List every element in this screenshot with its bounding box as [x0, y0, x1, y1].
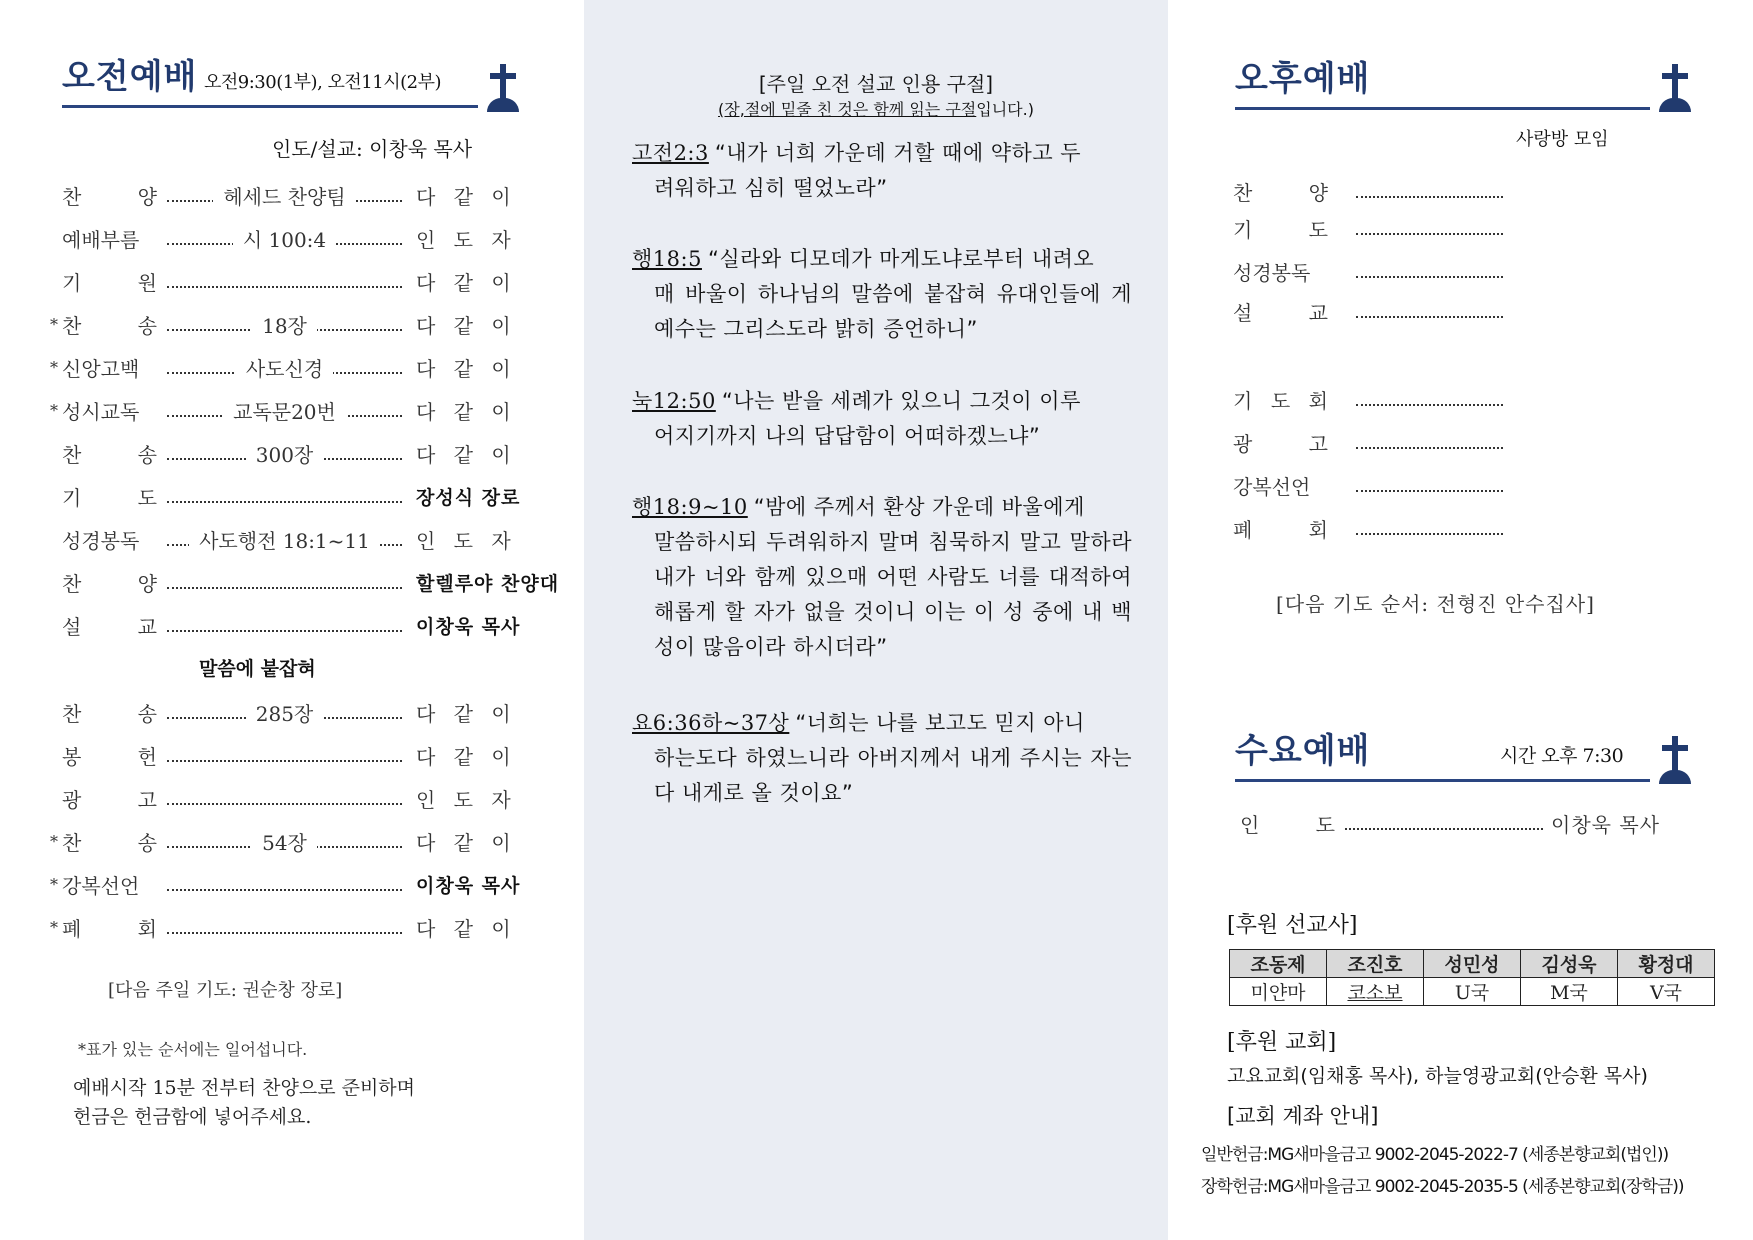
row-participant: 인 도 자: [416, 787, 517, 812]
afternoon-next-prayer: [다음 기도 순서: 전형진 안수집사]: [1276, 592, 1595, 616]
dot-leader: [167, 783, 402, 813]
label-part: 예배부름: [62, 227, 140, 252]
label-part: 찬: [62, 184, 82, 209]
cross-icon: [1659, 64, 1691, 112]
dot-leader: [167, 352, 402, 382]
label-part: 송: [137, 701, 157, 726]
wednesday-leader-row: [1240, 808, 1660, 838]
row-label: [62, 568, 157, 597]
verse-text: “실라와 디모데가 마게도냐로부터 내려오: [707, 247, 1095, 271]
verse-reference: 요6:36하~37상: [632, 711, 790, 735]
verse-block: [632, 706, 1132, 811]
morning-worship-panel: [0, 0, 584, 1240]
morning-worship-times: 오전9:30(1부), 오전11시(2부): [204, 72, 441, 93]
dot-leader: [167, 180, 402, 210]
row-label: 인 도: [1240, 812, 1335, 837]
missionary-names-row: [1230, 950, 1715, 978]
missionary-name: 성민성: [1424, 950, 1521, 978]
label-part: 신앙고백: [62, 356, 140, 381]
row-label: [62, 870, 157, 899]
wednesday-worship-header: [1235, 722, 1695, 782]
morning-worship-title: 오전예배: [62, 57, 198, 97]
order-item-row: [50, 352, 532, 382]
churches-title: [후원 교회]: [1227, 1030, 1337, 1055]
dot-leader: [167, 524, 402, 554]
label-part: 찬: [62, 571, 82, 596]
label-part: 찬: [1233, 180, 1253, 205]
label-part: 회: [137, 916, 157, 941]
missionary-place: M국: [1521, 978, 1618, 1006]
morning-leader: 인도/설교: 이창욱 목사: [272, 137, 473, 161]
verse-text-continued: 하는도다 하였느니라 아버지께서 내게 주시는 자는 다 내게로 올 것이요”: [654, 746, 1132, 805]
worship-note-line1: 예배시작 15분 전부터 찬양으로 준비하며: [73, 1077, 415, 1099]
order-item-row: [62, 524, 532, 554]
standing-note: *표가 있는 순서에는 일어섭니다.: [78, 1040, 308, 1059]
row-detail: 사도신경: [236, 353, 333, 382]
dot-leader: [1356, 296, 1503, 326]
row-participant: 인 도 자: [416, 227, 517, 252]
worship-note-line2: 헌금은 헌금함에 넣어주세요.: [73, 1106, 312, 1128]
missionary-place: 코소보: [1327, 978, 1424, 1006]
wednesday-worship-time: 시간 오후 7:30: [1500, 745, 1624, 767]
row-participant: 다 같 이: [416, 356, 517, 381]
dot-leader: [1356, 384, 1503, 414]
sermon-title: 말씀에 붙잡혀: [199, 658, 316, 680]
label-part: 회: [1308, 388, 1328, 413]
order-item-row: [50, 912, 532, 942]
verse-reference: 행18:5: [632, 247, 702, 271]
label-part: 찬: [62, 313, 82, 338]
row-detail: 헤세드 찬양팀: [213, 181, 355, 210]
row-participant: 다 같 이: [416, 830, 517, 855]
scholarship-offering-account: 장학헌금:MG새마을금고 9002-2045-2035-5 (세종본향교회(장학금)): [1201, 1177, 1684, 1197]
label-part: 설: [62, 614, 82, 639]
label-part: 성경봉독: [62, 528, 140, 553]
verse-text-continued: 말씀하시되 두려워하지 말며 침묵하지 말고 말하라 내가 너와 함께 있으매 어떤 사람도 너를 대적하여 해롭게 할 자가 없을 것이니 이는 이 성 중에 내 백성이 많음이라 하시더라”: [654, 530, 1132, 659]
label-part: 기: [62, 270, 82, 295]
row-detail: 54장: [252, 827, 317, 856]
verse-text: “나는 받을 세례가 있으니 그것이 이루: [721, 389, 1081, 413]
row-label: [62, 741, 157, 770]
accounts-title: [교회 계좌 안내]: [1227, 1104, 1379, 1128]
row-label: [62, 482, 157, 511]
dot-leader: [1356, 513, 1503, 543]
label-part: 회: [1308, 517, 1328, 542]
row-label: [1233, 177, 1328, 206]
label-part: 고: [1308, 431, 1328, 456]
label-part: 헌: [137, 744, 157, 769]
right-panel: [1168, 0, 1753, 1240]
label-part: 봉: [62, 744, 82, 769]
dot-leader: [167, 481, 402, 511]
dot-leader: [1356, 256, 1503, 286]
order-item-row: [1233, 384, 1503, 414]
divider: [1235, 107, 1650, 110]
cross-icon: [487, 64, 519, 112]
label-part: 원: [137, 270, 157, 295]
missionary-place: 미얀마: [1230, 978, 1327, 1006]
divider: [62, 105, 478, 108]
sermon-quotes-title: [주일 오전 설교 인용 구절]: [758, 72, 994, 96]
afternoon-worship-title: 오후예배: [1235, 59, 1371, 99]
dot-leader: [1356, 427, 1503, 457]
row-label: [62, 698, 157, 727]
dot-leader: [167, 869, 402, 899]
standing-mark: *: [50, 831, 58, 851]
order-item-row: [1233, 256, 1503, 286]
missionary-name: 김성욱: [1521, 950, 1618, 978]
general-offering-account: 일반헌금:MG새마을금고 9002-2045-2022-7 (세종본향교회(법인)): [1201, 1145, 1669, 1165]
label-part: 성시교독: [62, 399, 140, 424]
order-item-row: [1233, 427, 1503, 457]
morning-worship-header: [62, 48, 522, 108]
afternoon-worship-header: [1235, 50, 1695, 110]
label-part: 기: [1233, 217, 1253, 242]
row-label: [62, 267, 157, 296]
row-detail: 300장: [246, 439, 324, 468]
cross-icon: [1659, 736, 1691, 784]
row-participant: 다 같 이: [416, 270, 517, 295]
afternoon-subtitle: 사랑방 모임: [1516, 129, 1609, 150]
row-participant: 다 같 이: [416, 701, 517, 726]
sermon-quotes-panel: [584, 0, 1168, 1240]
row-participant: 장성식 장로: [416, 486, 521, 509]
row-label: [62, 913, 157, 942]
standing-mark: *: [50, 357, 58, 377]
order-item-row: [1233, 213, 1503, 243]
row-label: [62, 396, 157, 425]
dot-leader: [167, 610, 402, 640]
standing-mark: *: [50, 874, 58, 894]
dot-leader: [1345, 808, 1543, 838]
row-label: [1233, 297, 1328, 326]
verse-text: “너희는 나를 보고도 믿지 아니: [795, 711, 1085, 735]
subtitle-rest: 입니다.): [976, 100, 1034, 119]
row-label: [1233, 428, 1328, 457]
label-part: 강복선언: [62, 873, 140, 898]
row-label: [62, 181, 157, 210]
dot-leader: [1356, 176, 1503, 206]
order-item-row: [50, 395, 532, 425]
row-label: [62, 439, 157, 468]
standing-mark: *: [50, 917, 58, 937]
verse-reference: 눅12:50: [632, 389, 716, 413]
order-item-row: [62, 180, 532, 210]
verse-text: “밤에 주께서 환상 가운데 바울에게: [753, 495, 1085, 519]
order-item-row: [50, 309, 532, 339]
row-participant: 인 도 자: [416, 528, 517, 553]
order-item-row: [62, 697, 532, 727]
order-item-row: [62, 266, 532, 296]
dot-leader: [167, 826, 402, 856]
label-part: 양: [1308, 180, 1328, 205]
row-participant: 다 같 이: [416, 313, 517, 338]
verse-block: [632, 242, 1132, 347]
subtitle-underlined: (장,절에 밑줄 친 것은 함께 읽는 구절: [718, 100, 977, 119]
dot-leader: [167, 266, 402, 296]
row-label: [62, 784, 157, 813]
order-item-row: [62, 783, 532, 813]
label-part: 폐: [1233, 517, 1253, 542]
order-item-row: [62, 567, 560, 597]
row-detail: 사도행전 18:1~11: [189, 525, 380, 554]
wednesday-leader: 이창욱 목사: [1551, 812, 1660, 837]
label-part: 도: [137, 485, 157, 510]
order-item-row: [50, 826, 532, 856]
row-label: [1233, 257, 1328, 286]
missionary-name: 조동제: [1230, 950, 1327, 978]
label-part: 광: [62, 787, 82, 812]
missionary-name: 황정대: [1618, 950, 1715, 978]
dot-leader: [167, 438, 402, 468]
row-label: [62, 611, 157, 640]
label-part: 송: [137, 442, 157, 467]
row-participant: 다 같 이: [416, 442, 517, 467]
row-detail: 18장: [252, 310, 317, 339]
label-part: 교: [137, 614, 157, 639]
label-part: 성경봉독: [1233, 260, 1311, 285]
wednesday-worship-title: 수요예배: [1235, 731, 1371, 771]
verse-block: [632, 490, 1132, 665]
dot-leader: [167, 912, 402, 942]
order-item-row: [62, 740, 532, 770]
row-participant: 다 같 이: [416, 184, 517, 209]
label-part: 교: [1308, 300, 1328, 325]
row-label: [1233, 514, 1328, 543]
label-part: 도: [1308, 217, 1328, 242]
order-item-row: [1233, 296, 1503, 326]
verse-text-continued: 어지기까지 나의 답답함이 어떠하겠느냐”: [654, 424, 1041, 448]
label-part: 광: [1233, 431, 1253, 456]
sermon-quotes-subtitle: [584, 97, 1168, 120]
verse-block: [632, 136, 1132, 206]
label-part: 강복선언: [1233, 474, 1311, 499]
order-item-row: [62, 438, 532, 468]
row-label: [62, 310, 157, 339]
label-part: 양: [137, 184, 157, 209]
row-participant: 이창욱 목사: [416, 615, 521, 638]
dot-leader: [1356, 213, 1503, 243]
row-participant: 다 같 이: [416, 744, 517, 769]
label-part: 송: [137, 313, 157, 338]
row-label: [62, 525, 157, 554]
row-label: [62, 224, 157, 253]
row-detail: 285장: [246, 698, 324, 727]
order-item-row: [62, 481, 532, 511]
missionaries-title: [후원 선교사]: [1227, 913, 1358, 938]
row-participant: 할렐루야 찬양대: [416, 572, 560, 595]
row-label: [1233, 471, 1328, 500]
label-part: 도: [1270, 388, 1291, 413]
dot-leader: [1356, 470, 1503, 500]
row-label: [1233, 385, 1328, 414]
order-item-row: [1233, 176, 1503, 206]
label-part: 폐: [62, 916, 82, 941]
label-part: 고: [137, 787, 157, 812]
verse-reference: 행18:9~10: [632, 495, 748, 519]
missionaries-table: [1229, 949, 1715, 1006]
order-item-row: [62, 610, 532, 640]
row-label: [62, 353, 157, 382]
label-part: 찬: [62, 830, 82, 855]
next-week-prayer: [다음 주일 기도: 권순창 장로]: [108, 980, 343, 1001]
row-detail: 시 100:4: [233, 224, 336, 253]
dot-leader: [167, 223, 402, 253]
verse-text-continued: 매 바울이 하나님의 말씀에 붙잡혀 유대인들에 게 예수는 그리스도라 밝히 증언하니”: [654, 282, 1132, 341]
order-item-row: [62, 223, 532, 253]
dot-leader: [167, 740, 402, 770]
standing-mark: *: [50, 314, 58, 334]
row-label: [62, 827, 157, 856]
order-item-row: [50, 869, 532, 899]
supported-churches: 고요교회(임채홍 목사), 하늘영광교회(안승환 목사): [1227, 1065, 1648, 1087]
dot-leader: [167, 395, 402, 425]
divider: [1235, 779, 1650, 782]
standing-mark: *: [50, 400, 58, 420]
dot-leader: [167, 309, 402, 339]
label-part: 양: [137, 571, 157, 596]
label-part: 송: [137, 830, 157, 855]
label-part: 기: [1233, 388, 1253, 413]
missionary-name: 조진호: [1327, 950, 1424, 978]
label-part: 설: [1233, 300, 1253, 325]
missionary-place: U국: [1424, 978, 1521, 1006]
dot-leader: [167, 697, 402, 727]
label-part: 찬: [62, 701, 82, 726]
row-participant: 다 같 이: [416, 399, 517, 424]
order-item-row: [1233, 470, 1503, 500]
order-item-row: [1233, 513, 1503, 543]
row-label: [1233, 214, 1328, 243]
verse-text: “내가 너희 가운데 거할 때에 약하고 두: [714, 141, 1082, 165]
label-part: 기: [62, 485, 82, 510]
verse-block: [632, 384, 1132, 454]
row-participant: 이창욱 목사: [416, 874, 521, 897]
verse-reference: 고전2:3: [632, 141, 709, 165]
row-participant: 다 같 이: [416, 916, 517, 941]
row-detail: 교독문20번: [223, 396, 346, 425]
label-part: 찬: [62, 442, 82, 467]
missionary-place: V국: [1618, 978, 1715, 1006]
dot-leader: [167, 567, 402, 597]
missionary-places-row: [1230, 978, 1715, 1006]
verse-text-continued: 려워하고 심히 떨었노라”: [654, 176, 888, 200]
